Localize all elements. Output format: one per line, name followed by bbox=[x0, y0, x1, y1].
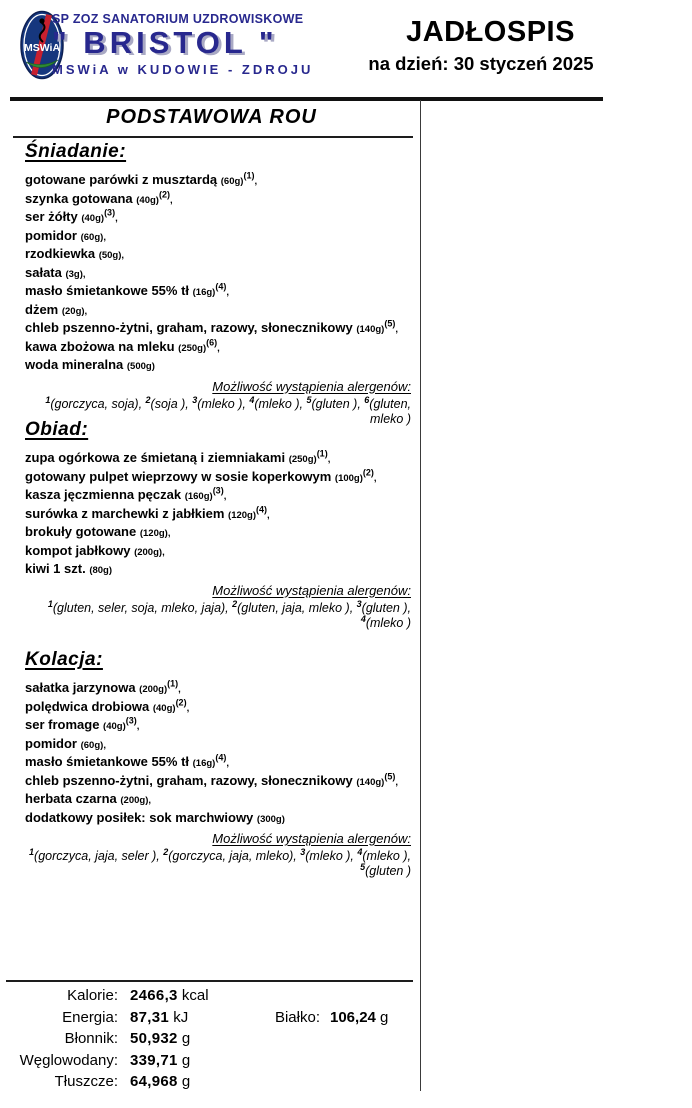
nutrition-label: Węglowodany: bbox=[19, 1051, 118, 1069]
menu-item-name: sałata bbox=[25, 264, 66, 280]
menu-item-portion: (250g) bbox=[288, 454, 317, 465]
menu-item: pomidor (60g), bbox=[25, 735, 106, 751]
allergen-ref-number: 4 bbox=[249, 394, 255, 405]
menu-item-name: kawa zbożowa na mleku bbox=[25, 338, 179, 354]
menu-item-portion: (500g) bbox=[126, 361, 155, 372]
allergen-ref-number: 4 bbox=[357, 846, 363, 857]
menu-item-allergen-ref: (4) bbox=[215, 752, 227, 763]
menu-item-allergen-ref: (2) bbox=[175, 697, 187, 708]
menu-item-name: woda mineralna bbox=[25, 357, 127, 372]
allergen-ref-number: 5 bbox=[360, 861, 366, 872]
menu-item: polędwica drobiowa $(40g)^{(2)}$, bbox=[25, 697, 190, 714]
menu-item-allergen-ref: (1) bbox=[167, 678, 179, 689]
menu-item-name: chleb pszenno-żytni, graham, razowy, słonecznikowy bbox=[25, 772, 357, 788]
menu-item-name: pomidor bbox=[25, 735, 81, 751]
menu-item: herbata czarna (200g), bbox=[25, 791, 151, 806]
menu-item-portion: (300g) bbox=[256, 813, 285, 825]
menu-item-allergen-ref: (3) bbox=[104, 207, 116, 218]
menu-item-portion: (40g) bbox=[81, 213, 105, 224]
nutrition-value: 87,31 kJ bbox=[130, 1008, 189, 1026]
allergen-ref-number: 3 bbox=[300, 846, 306, 857]
menu-item-name: brokuły gotowane bbox=[25, 524, 140, 539]
section-heading: Obiad: bbox=[25, 419, 89, 440]
nutrition-label: Białko: bbox=[274, 1008, 320, 1026]
menu-item-name: polędwica drobiowa bbox=[25, 698, 153, 714]
nutrition-extra-pair: Białko: 106,24 g bbox=[240, 1009, 388, 1026]
menu-item-allergen-ref: (5) bbox=[384, 318, 396, 329]
menu-item-allergen-ref: (3) bbox=[125, 715, 137, 726]
allergen-ref-number: 6 bbox=[364, 394, 370, 405]
nutrition-row bbox=[0, 1009, 413, 1031]
nutrition-label: Energia: bbox=[62, 1008, 118, 1026]
nutrition-value: 2466,3 kcal bbox=[130, 987, 209, 1004]
menu-item-allergen-ref: (5) bbox=[384, 771, 396, 782]
organization-brand-name: " BRISTOL " bbox=[52, 25, 278, 60]
allergen-ref-number: 1 bbox=[47, 598, 53, 609]
menu-item-allergen-ref: (2) bbox=[362, 467, 374, 478]
menu-item: masło śmietankowe 55% tł $(16g)^{(4)}$, bbox=[25, 281, 229, 298]
document-title: JADŁOSPIS bbox=[406, 16, 575, 48]
menu-item-allergen-ref: (1) bbox=[316, 448, 328, 459]
nutrition-row bbox=[0, 1073, 413, 1095]
menu-item: gotowany pulpet wieprzowy w sosie koperkowym $(100g)^{(2)}$, bbox=[25, 467, 377, 484]
menu-item: dżem (20g), bbox=[25, 301, 88, 317]
menu-item-portion: (120g) bbox=[139, 528, 168, 539]
menu-item-portion: (80g) bbox=[89, 565, 113, 576]
menu-item: sałatka jarzynowa $(200g)^{(1)}$, bbox=[25, 678, 181, 695]
diet-title-underline bbox=[13, 136, 413, 138]
menu-item-name: szynka gotowana bbox=[25, 190, 137, 206]
menu-item: sałata (3g), bbox=[25, 264, 86, 280]
allergen-ref-number: 3 bbox=[356, 598, 362, 609]
menu-item-name: rzodkiewka bbox=[25, 246, 99, 261]
menu-item: gotowane parówki z musztardą $(60g)^{(1)}$, bbox=[25, 170, 258, 187]
menu-item-name: masło śmietankowe 55% tł bbox=[25, 283, 193, 298]
menu-item-name: kompot jabłkowy bbox=[25, 542, 135, 558]
menu-item: ser fromage $(40g)^{(3)}$, bbox=[25, 715, 140, 732]
menu-item-name: masło śmietankowe 55% tł bbox=[25, 754, 193, 769]
menu-item-allergen-ref: (4) bbox=[256, 504, 268, 515]
menu-section-obiad bbox=[25, 419, 411, 631]
section-heading: Kolacja: bbox=[25, 649, 103, 670]
nutrition-summary bbox=[0, 987, 413, 1095]
nutrition-row bbox=[0, 987, 413, 1009]
allergen-ref-number: 1 bbox=[29, 846, 35, 857]
menu-item-name: pomidor bbox=[25, 227, 81, 243]
allergen-list: $^1$(gorczyca, jaja, seler ), $^2$(gorczyca, jaja, mleko), $^3$(mleko ), $^4$(mleko ), $^5$(gluten ) bbox=[29, 846, 411, 878]
allergen-heading: Możliwość wystąpienia alergenów: bbox=[212, 582, 411, 598]
menu-item bbox=[25, 561, 411, 580]
menu-item-name: ser żółty bbox=[25, 209, 82, 224]
menu-item: ser żółty $(40g)^{(3)}$, bbox=[25, 207, 118, 224]
menu-item: kawa zbożowa na mleku $(250g)^{(6)}$, bbox=[25, 337, 220, 354]
allergen-ref-number: 5 bbox=[306, 394, 312, 405]
menu-item-name: kiwi 1 szt. bbox=[25, 561, 90, 576]
menu-section-kolacja bbox=[25, 649, 411, 879]
menu-item-name: sałatka jarzynowa bbox=[25, 680, 140, 695]
menu-item-portion: (40g) bbox=[152, 702, 176, 714]
menu-item-name: chleb pszenno-żytni, graham, razowy, słonecznikowy bbox=[25, 320, 357, 335]
allergen-block bbox=[25, 583, 411, 631]
menu-item: chleb pszenno-żytni, graham, razowy, słonecznikowy $(140g)^{(5)}$, bbox=[25, 771, 398, 788]
nutrition-label: Błonnik: bbox=[64, 1030, 118, 1047]
menu-item-portion: (100g) bbox=[334, 472, 363, 484]
menu-item-portion: (200g) bbox=[120, 795, 149, 806]
menu-item: pomidor (60g), bbox=[25, 227, 106, 243]
menu-item-name: surówka z marchewki z jabłkiem bbox=[25, 505, 229, 521]
allergen-ref-number: 3 bbox=[192, 394, 198, 405]
menu-item-name: zupa ogórkowa ze śmietaną i ziemniakami bbox=[25, 450, 289, 465]
allergen-ref-number: 2 bbox=[232, 598, 238, 609]
nutrition-label: Tłuszcze: bbox=[54, 1073, 118, 1090]
menu-item: szynka gotowana $(40g)^{(2)}$, bbox=[25, 189, 173, 206]
menu-item-name: gotowany pulpet wieprzowy w sosie koperkowym bbox=[25, 468, 335, 484]
menu-item-portion: (20g) bbox=[61, 305, 85, 317]
menu-item-name: dodatkowy posiłek: sok marchwiowy bbox=[25, 809, 257, 825]
menu-item-allergen-ref: (2) bbox=[158, 189, 170, 200]
allergen-ref-number: 2 bbox=[163, 846, 169, 857]
menu-item: brokuły gotowane (120g), bbox=[25, 524, 171, 539]
nutrition-row bbox=[0, 1052, 413, 1074]
menu-item-name: ser fromage bbox=[25, 717, 104, 732]
logo-text: MSWiA bbox=[23, 42, 61, 54]
menu-item-portion: (200g) bbox=[134, 546, 163, 558]
menu-item-allergen-ref: (4) bbox=[215, 281, 227, 292]
menu-section-sniadanie bbox=[25, 141, 411, 427]
menu-item: chleb pszenno-żytni, graham, razowy, słonecznikowy $(140g)^{(5)}$, bbox=[25, 318, 398, 335]
allergen-list: $^1$(gorczyca, soja), $^2$(soja ), $^3$(mleko ), $^4$(mleko ), $^5$(gluten ), $^6$(gluten, mleko ) bbox=[45, 394, 411, 426]
section-heading: Śniadanie: bbox=[25, 141, 127, 162]
menu-item-portion: (40g) bbox=[136, 194, 159, 206]
organization-block bbox=[52, 12, 314, 77]
allergen-ref-number: 4 bbox=[360, 613, 366, 624]
menu-item-portion: (160g) bbox=[184, 491, 213, 502]
allergen-heading: Możliwość wystąpienia alergenów: bbox=[212, 831, 411, 846]
allergen-list: $^1$(gluten, seler, soja, mleko, jaja), $^2$(gluten, jaja, mleko ), $^3$(gluten ), $^4$(mleko ) bbox=[47, 598, 411, 630]
nutrition-label: Kalorie: bbox=[67, 987, 118, 1004]
menu-item-name: dżem bbox=[25, 301, 62, 317]
nutrition-divider-line bbox=[6, 980, 413, 982]
menu-item-portion: (16g) bbox=[192, 758, 216, 769]
column-divider-line bbox=[420, 100, 421, 1091]
allergen-ref-number: 2 bbox=[145, 394, 151, 405]
menu-item-name: herbata czarna bbox=[25, 791, 121, 806]
menu-item-name: gotowane parówki z musztardą bbox=[25, 172, 221, 187]
menu-item-allergen-ref: (1) bbox=[243, 170, 255, 181]
menu-item-portion: (140g) bbox=[356, 776, 385, 788]
menu-item: rzodkiewka (50g), bbox=[25, 246, 125, 261]
menu-item-portion: (140g) bbox=[356, 324, 385, 335]
allergen-block bbox=[25, 831, 411, 879]
nutrition-value: 64,968 g bbox=[130, 1073, 191, 1090]
menu-item-portion: (16g) bbox=[192, 287, 216, 298]
menu-item-portion: (40g) bbox=[103, 721, 126, 732]
menu-item-portion: (250g) bbox=[178, 342, 207, 354]
menu-item-portion: (60g) bbox=[80, 739, 104, 751]
allergen-ref-number: 1 bbox=[45, 394, 51, 405]
menu-item-portion: (200g) bbox=[139, 684, 168, 695]
menu-item: zupa ogórkowa ze śmietaną i ziemniakami $(250g)^{(1)}$, bbox=[25, 448, 331, 465]
menu-item bbox=[25, 357, 411, 376]
nutrition-row bbox=[0, 1030, 413, 1052]
menu-item-name: kasza jęczmienna pęczak bbox=[25, 487, 185, 502]
menu-item: masło śmietankowe 55% tł $(16g)^{(4)}$, bbox=[25, 752, 229, 769]
menu-item-allergen-ref: (6) bbox=[206, 337, 218, 348]
allergen-heading: Możliwość wystąpienia alergenów: bbox=[212, 378, 411, 394]
menu-item-portion: (50g) bbox=[98, 250, 122, 261]
header-divider-line bbox=[10, 97, 603, 101]
menu-date: na dzień: 30 styczeń 2025 bbox=[368, 53, 594, 74]
menu-item-portion: (60g) bbox=[220, 176, 244, 187]
menu-item-portion: (120g) bbox=[228, 509, 257, 521]
organization-name-line1: SP ZOZ SANATORIUM UZDROWISKOWE bbox=[52, 12, 304, 26]
menu-item: surówka z marchewki z jabłkiem $(120g)^{(4)}$, bbox=[25, 504, 270, 521]
nutrition-value: 339,71 g bbox=[130, 1051, 191, 1069]
menu-item: kasza jęczmienna pęczak $(160g)^{(3)}$, bbox=[25, 485, 227, 502]
diet-title: PODSTAWOWA ROU bbox=[106, 106, 317, 128]
organization-name-line3: MSWiA w KUDOWIE - ZDROJU bbox=[52, 61, 314, 77]
menu-item-portion: (3g) bbox=[65, 268, 83, 280]
menu-item: kompot jabłkowy (200g), bbox=[25, 542, 165, 558]
menu-item-allergen-ref: (3) bbox=[212, 485, 224, 496]
nutrition-value: 50,932 g bbox=[130, 1030, 191, 1047]
menu-item-portion: (60g) bbox=[80, 231, 104, 243]
menu-item bbox=[25, 810, 411, 829]
